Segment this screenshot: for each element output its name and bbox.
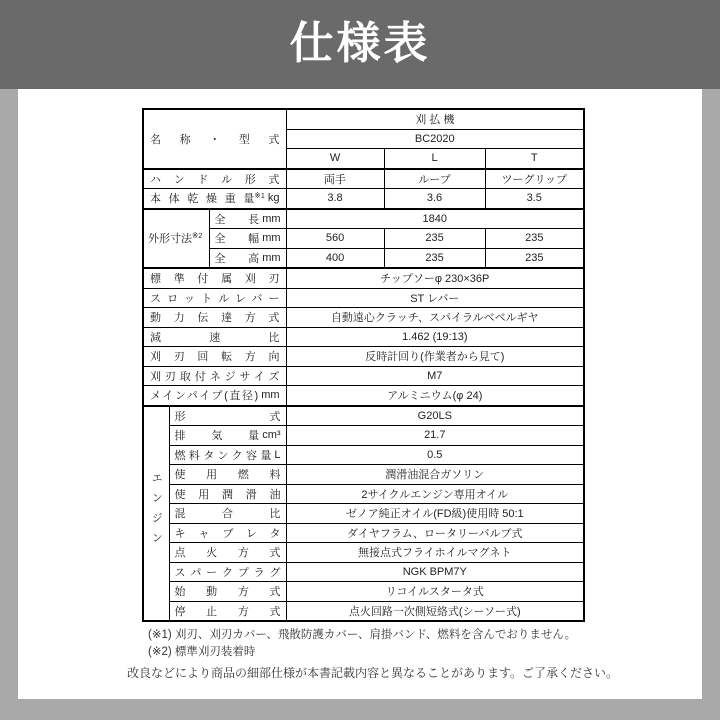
disclaimer: 改良などにより商品の細部仕様が本書記載内容と異なることがあります。ご了承ください。 bbox=[127, 666, 619, 680]
weight-unit: kg bbox=[267, 192, 280, 205]
engine-value-oil: 2サイクルエンジン専用オイル bbox=[286, 484, 584, 504]
footnote-1: (※1) 刈刃、刈刃カバー、飛散防護カバー、肩掛バンド、燃料を含んでおりません。 bbox=[148, 629, 577, 641]
engine-label-tank: 燃料タンク容量 L bbox=[169, 445, 286, 465]
spec-label-name-model bbox=[143, 109, 286, 169]
spec-value-throttle: ST レバー bbox=[286, 288, 584, 308]
spec-sublabel-width: 全幅 mm bbox=[209, 229, 286, 249]
spec-value-handle-l: ループ bbox=[384, 169, 485, 189]
spec-value-model: BC2020 bbox=[286, 129, 584, 149]
engine-value-tank: 0.5 bbox=[286, 445, 584, 465]
engine-value-stop: 点火回路一次側短絡式(シーソー式) bbox=[286, 601, 584, 621]
engine-value-ignition: 無接点式フライホイルマグネト bbox=[286, 543, 584, 563]
engine-value-carburetor: ダイヤフラム、ロータリーバルブ式 bbox=[286, 523, 584, 543]
spec-value-weight-l: 3.6 bbox=[384, 189, 485, 209]
spec-label-handle: ハンドル形式 bbox=[143, 169, 286, 189]
spec-table bbox=[142, 108, 585, 622]
engine-label-fuel: 使用燃料 bbox=[169, 465, 286, 485]
spec-value-weight-t: 3.5 bbox=[485, 189, 584, 209]
spec-label-pipe: メインパイプ(直径) mm bbox=[143, 386, 286, 406]
page-title: 仕様表 bbox=[289, 18, 431, 68]
footnote-ref-2: ※2 bbox=[192, 231, 203, 241]
engine-label-start: 始動方式 bbox=[169, 582, 286, 602]
engine-value-mix: ゼノア純正オイル(FD級)使用時 50:1 bbox=[286, 504, 584, 524]
variant-header-l: L bbox=[384, 149, 485, 169]
spec-value-category: 刈 払 機 bbox=[286, 109, 584, 129]
engine-label-type: 形式 bbox=[169, 406, 286, 426]
spec-sublabel-height: 全高 mm bbox=[209, 248, 286, 268]
engine-label-stop: 停止方式 bbox=[169, 601, 286, 621]
spec-label-dimensions: 外形寸法 ※2 bbox=[143, 209, 209, 269]
spec-label-drive: 動力伝達方式 bbox=[143, 308, 286, 328]
spec-value-screw: M7 bbox=[286, 366, 584, 386]
engine-value-fuel: 潤滑油混合ガソリン bbox=[286, 465, 584, 485]
spec-value-pipe: アルミニウム(φ 24) bbox=[286, 386, 584, 406]
spec-label-throttle: スロットルレバー bbox=[143, 288, 286, 308]
spec-value-height-w: 400 bbox=[286, 248, 384, 268]
spec-sublabel-length: 全長 mm bbox=[209, 209, 286, 229]
variant-header-w: W bbox=[286, 149, 384, 169]
variant-header-t: T bbox=[485, 149, 584, 169]
engine-label-mix: 混合比 bbox=[169, 504, 286, 524]
spec-label-reduction: 減速比 bbox=[143, 327, 286, 347]
footnote-2: (※2) 標準刈刃装着時 bbox=[148, 646, 256, 658]
engine-value-plug: NGK BPM7Y bbox=[286, 562, 584, 582]
spec-label-dry-weight: 本体乾燥重量 ※1 kg bbox=[143, 189, 286, 209]
spec-label-blade: 標準付属刈刃 bbox=[143, 268, 286, 288]
spec-value-width-t: 235 bbox=[485, 229, 584, 249]
engine-label-plug: スパークプラグ bbox=[169, 562, 286, 582]
spec-value-handle-w: 両手 bbox=[286, 169, 384, 189]
spec-value-rotation: 反時計回り(作業者から見て) bbox=[286, 347, 584, 367]
spec-value-length: 1840 bbox=[286, 209, 584, 229]
engine-group-label: エンジン bbox=[150, 471, 163, 552]
spec-value-handle-t: ツーグリップ bbox=[485, 169, 584, 189]
spec-group-engine bbox=[143, 406, 169, 622]
name-model-label: 名称・型式 bbox=[150, 133, 280, 146]
spec-value-weight-w: 3.8 bbox=[286, 189, 384, 209]
engine-value-type: G20LS bbox=[286, 406, 584, 426]
engine-value-start: リコイルスタータ式 bbox=[286, 582, 584, 602]
spec-value-drive: 自動遠心クラッチ、スパイラルベベルギヤ bbox=[286, 308, 584, 328]
engine-label-displacement: 排気量 cm³ bbox=[169, 426, 286, 446]
engine-label-ignition: 点火方式 bbox=[169, 543, 286, 563]
spec-value-width-l: 235 bbox=[384, 229, 485, 249]
engine-label-carburetor: キャブレタ bbox=[169, 523, 286, 543]
spec-label-rotation: 刈刃回転方向 bbox=[143, 347, 286, 367]
engine-label-oil: 使用潤滑油 bbox=[169, 484, 286, 504]
footnote-ref-1: ※1 bbox=[254, 191, 265, 201]
spec-value-width-w: 560 bbox=[286, 229, 384, 249]
engine-value-displacement: 21.7 bbox=[286, 426, 584, 446]
spec-value-blade: チップソーφ 230×36P bbox=[286, 268, 584, 288]
header-bar bbox=[0, 0, 720, 89]
spec-value-reduction: 1.462 (19:13) bbox=[286, 327, 584, 347]
spec-label-screw: 刈刃取付ネジサイズ bbox=[143, 366, 286, 386]
spec-value-height-t: 235 bbox=[485, 248, 584, 268]
spec-value-height-l: 235 bbox=[384, 248, 485, 268]
